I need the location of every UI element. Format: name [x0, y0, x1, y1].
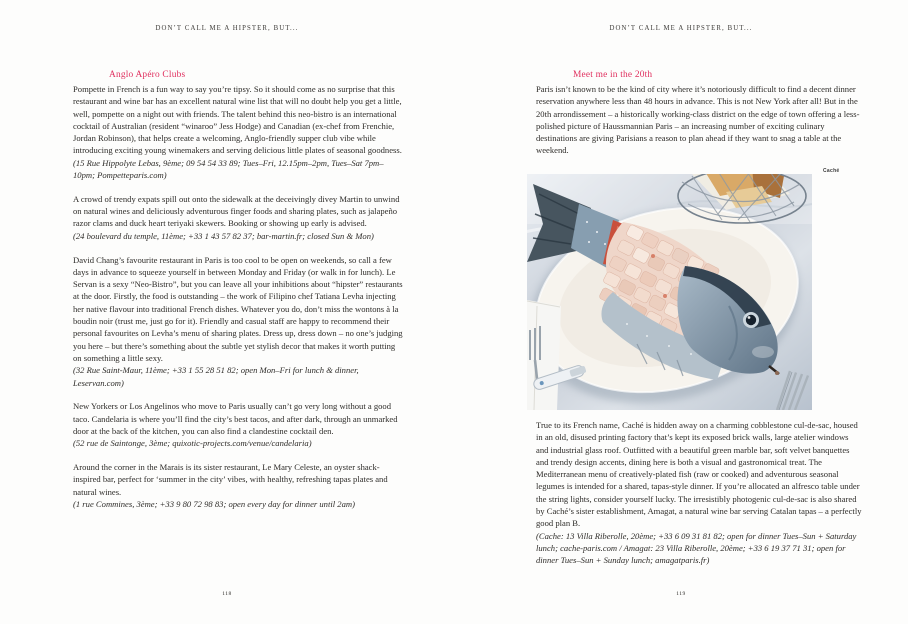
paragraph-body: True to its French name, Caché is hidden away on a charming cobblestone cul-de-sac, housed in an old, disused printing factory that’s kept its exposed brick walls, large atelier windows and industrial glass roof. Outfitted with a beautiful green marble bar, soft velvet banquettes and trendy design accents, dining here is both a visual and gastronomical treat. The Mediterranean menu of creatively-plated fish (raw or cooked) and adventurous seasonal legumes is intended for a shared, tapas-style dinner. If you’re allocated an alfresco table under the string lights, consider yourself lucky. The irresistibly photogenic cul-de-sac is also shared by Caché’s sister establishment, Amagat, a natural wine bar serving Catalan tapas – a perfectly good plan B.	[536, 420, 862, 529]
paragraph-body: David Chang’s favourite restaurant in Paris is too cool to be open on weekends, so call a few days in advance to squeeze yourself in between Monday and Friday (or walk in for lunch). Le Servan is a sexy “Neo-Bistro”, but you can leave all your inhibitions about “hipster” restaurants at the door. Firstly, the food is outstanding – the work of Filipino chef Tatiana Levha injecting her native flavour into traditional French dishes. Whatever you do, don’t miss the wontons à la boudin noir (trust me, just go for it). Friendly and casual staff are happy to recommend their personal favourites on Levha’s menu of sharing plates. Dress up, dress down – no one’s judging you here – but there’s something about the subtle yet stylish decor that makes it worth putting on something a little sexy.	[73, 254, 403, 363]
contact-info: (24 boulevard du temple, 11ème; +33 1 43 57 82 37; bar-martin.fr; closed Sun & Mon)	[73, 230, 374, 241]
paragraph-le-servan	[73, 254, 404, 389]
contact-info: (Cache: 13 Villa Riberolle, 20ème; +33 6 09 31 81 82; open for dinner Tues–Sun + Saturday lunch; cache-paris.com / Amagat: 23 Villa Riberolle, 20ème; +33 6 19 37 71 31; open for dinner Tues–Sun + Sunday lunch; amagatparis.fr)	[536, 530, 857, 566]
restaurant-photo	[527, 174, 812, 410]
page-number-left: 118	[222, 591, 232, 597]
photo-caption: Caché	[823, 168, 840, 174]
paragraph-mary-celeste	[73, 461, 404, 510]
left-text-column	[73, 68, 404, 522]
right-lower-column	[536, 419, 863, 578]
paragraph-body: Around the corner in the Marais is its sister restaurant, Le Mary Celeste, an oyster shack-inspired bar, perfect for ‘summer in the city’ vibes, with healthy, refreshing tapas plates and natural wines.	[73, 462, 388, 497]
paragraph-pompette	[73, 83, 404, 181]
contact-info: (32 Rue Saint-Maur, 11ème; +33 1 55 28 51 82; open Mon–Fri for lunch & dinner, Leservan.com)	[73, 365, 359, 388]
contact-info: (15 Rue Hippolyte Lebas, 9ème; 09 54 54 33 89; Tues–Fri, 12.15pm–2pm, Tues–Sat 7pm–10pm; Pompetteparis.com)	[73, 157, 384, 181]
paragraph-body: A crowd of trendy expats spill out onto the sidewalk at the deceivingly divey Martin to unwind on natural wines and deliciously adventurous finger foods and sharing plates, such as jalapeño razor clams and duck heart teriyaki skewers. Booking or showing up early is advised.	[73, 193, 400, 229]
page-number-right: 119	[676, 591, 686, 597]
right-intro-column	[536, 68, 863, 157]
paragraph-body: New Yorkers or Los Angelinos who move to Paris usually can’t go very long without a good taco. Candelaria is where you’ll find the city’s best tacos, and after dark, through an unmarked door at the back of the kitchen, you can also find a clandestine cocktail den.	[73, 401, 398, 436]
paragraph-candelaria	[73, 400, 404, 449]
right-page	[454, 0, 908, 624]
running-header: DON’T CALL ME A HIPSTER, BUT...	[609, 25, 753, 32]
contact-info: (1 rue Commines, 3ème; +33 9 80 72 98 83; open every day for dinner until 2am)	[73, 498, 355, 509]
section-heading-meet-me-in-the-20th: Meet me in the 20th	[573, 70, 653, 80]
contact-info: (52 rue de Saintonge, 3ème; quixotic-projects.com/venue/candelaria)	[73, 438, 312, 449]
intro-paragraph: Paris isn’t known to be the kind of city where it’s notoriously difficult to find a decent dinner reservation anywhere less than 48 hours in advance. This is not New York after all! But in the 20th arrondissement – a historically working-class district on the edge of town offering a less-polished picture of Haussmannian Paris – an increasing number of exciting culinary destinations are giving Parisians a reason to plan ahead if they want to snag a table at the weekend.	[536, 84, 860, 156]
fish-dish-illustration	[527, 174, 812, 410]
section-heading-anglo-apero-clubs: Anglo Apéro Clubs	[109, 70, 186, 80]
running-header: DON’T CALL ME A HIPSTER, BUT...	[155, 25, 299, 32]
paragraph-body: Pompette in French is a fun way to say you’re tipsy. So it should come as no surprise that this restaurant and wine bar has an excellent natural wine list that will no doubt help you get a little, well, pompette on a night out with friends. The talent behind this neo-bistro is an international cocktail of Australian (resident “winaroo” Jess Hodge) and Canadian (ex-chef from Frenchie, Jordan Robinson), that helps create a welcoming, Anglo-friendly supper club vibe while introducing exciting young winemakers and serving delicious little plates of seasonal goodness.	[73, 84, 402, 156]
paragraph-martin	[73, 193, 404, 242]
paragraph-cache	[536, 419, 863, 567]
